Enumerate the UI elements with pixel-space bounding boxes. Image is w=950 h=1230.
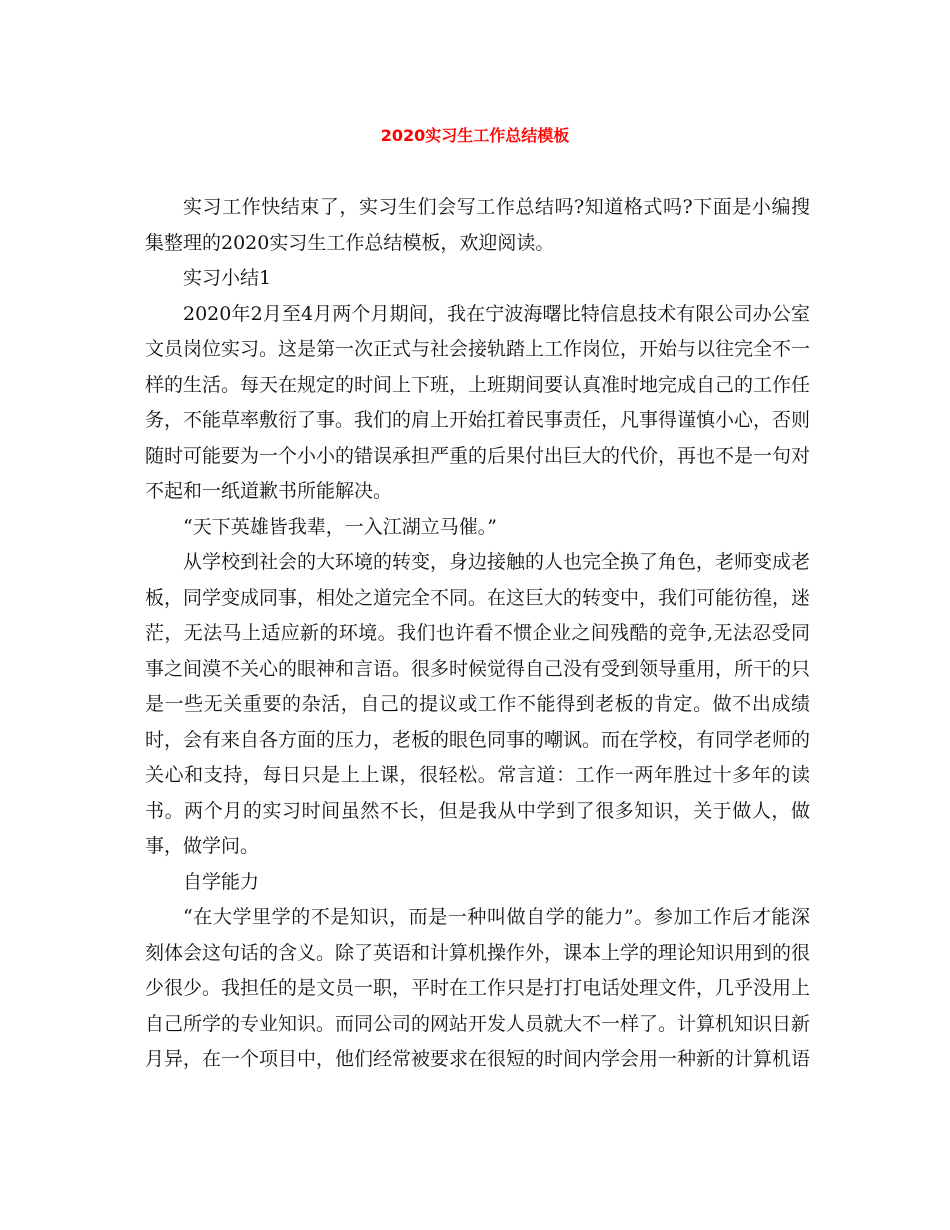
document-title: 2020实习生工作总结模板 (380, 126, 570, 145)
document-body (145, 190, 810, 1078)
section-heading-summary-1: 实习小结1 (183, 267, 272, 289)
paragraph-internship-period: 2020年2月至4月两个月期间，我在宁波海曙比特信息技术有限公司办公室文员岗位实习。这是第一次正式与社会接轨踏上工作岗位，开始与以往完全不一样的生活。每天在规定的时间上下班，上班期间要认真准时地完成自己的工作任务，不能草率敷衍了事。我们的肩上开始扛着民事责任，凡事得谨慎小心，否则随时可能要为一个小小的错误承担严重的后果付出巨大的代价，再也不是一句对不起和一纸道歉书所能解决。 (145, 302, 811, 502)
paragraph-quote: “天下英雄皆我辈，一入江湖立马催。” (183, 515, 497, 538)
paragraph-intro: 实习工作快结束了，实习生们会写工作总结吗?知道格式吗?下面是小编搜集整理的2020实习生工作总结模板，欢迎阅读。 (145, 196, 810, 254)
paragraph-transition: 从学校到社会的大环境的转变，身边接触的人也完全换了角色，老师变成老板，同学变成同事，相处之道完全不同。在这巨大的转变中，我们可能彷徨，迷茫，无法马上适应新的环境。我们也许看不惯企业之间残酷的竞争,无法忍受同事之间漠不关心的眼神和言语。很多时候觉得自己没有受到领导重用，所干的只是一些无关重要的杂活，自己的提议或工作不能得到老板的肯定。做不出成绩时，会有来自各方面的压力，老板的眼色同事的嘲讽。而在学校，有同学老师的关心和支持，每日只是上上课，很轻松。常言道：工作一两年胜过十多年的读书。两个月的实习时间虽然不长，但是我从中学到了很多知识，关于做人，做事，做学问。 (145, 551, 811, 857)
section-heading-self-learning: 自学能力 (183, 870, 260, 893)
paragraph-self-learning: “在大学里学的不是知识，而是一种叫做自学的能力”。参加工作后才能深刻体会这句话的含义。除了英语和计算机操作外，课本上学的理论知识用到的很少很少。我担任的是文员一职，平时在工作只是打打电话处理文件，几乎没用上自己所学的专业知识。而同公司的网站开发人员就大不一样了。计算机知识日新月异，在一个项目中，他们经常被要求在很短的时间内学会用一种新的计算机语 (145, 906, 811, 1070)
